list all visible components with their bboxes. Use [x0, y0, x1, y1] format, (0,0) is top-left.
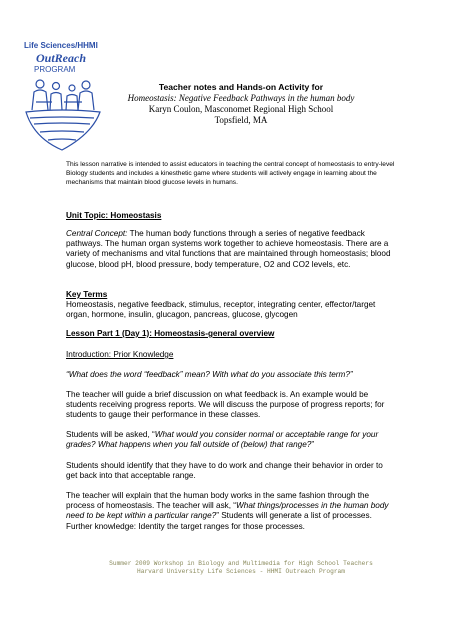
students-asked-paragraph: [66, 430, 396, 450]
feedback-discussion-paragraph: The teacher will guide a brief discussion on what feedback is. An example would be students receiving progress reports. We will discuss the purpose of progress reports; for students to gauge their performance in these classes.: [66, 390, 385, 420]
central-concept-paragraph: [66, 229, 396, 270]
central-concept-label: Central Concept:: [66, 229, 128, 238]
logo-text-line3: PROGRAM: [34, 65, 76, 74]
teacher-explain-lead: The teacher will explain that the human body works in the same fashion through the process of homeostasis. The teacher will ask, “: [66, 491, 370, 511]
lesson-intro-paragraph: This lesson narrative is intended to assist educators in teaching the central concept of homeostasis to entry-level Biology students and includes a kinesthetic game where students will actively engage in learning about the mechanisms that maintain blood glucose levels in humans.: [66, 161, 395, 186]
teacher-explain-paragraph: [66, 491, 396, 532]
lesson-part1-heading: Lesson Part 1 (Day 1): Homeostasis-general overview: [66, 329, 275, 338]
logo-text-line1: Life Sciences/HHMI: [24, 41, 98, 50]
feedback-question: “What does the word “feedback” mean? With what do you associate this term?”: [66, 370, 353, 379]
header-location: Topsfield, MA: [214, 115, 268, 125]
outreach-program-logo: [22, 38, 110, 156]
students-asked-close: ”: [311, 440, 315, 450]
footer-line1: Summer 2009 Workshop in Biology and Multimedia for High School Teachers: [109, 560, 373, 567]
teacher-explain-question: What things/processes in the human body need to be kept within a particular range?: [66, 501, 389, 521]
header-subtitle: Homeostasis: Negative Feedback Pathways in the human body: [127, 93, 355, 103]
header-author: Karyn Coulon, Masconomet Regional High School: [148, 104, 334, 114]
students-asked-lead: Students will be asked, “: [66, 430, 155, 439]
students-asked-question: What would you consider normal or acceptable range for your grades? What happens when you fall outside of (below) that range?: [66, 430, 379, 450]
unit-topic-heading: Unit Topic: Homeostasis: [66, 211, 162, 220]
key-terms-list: Homeostasis, negative feedback, stimulus, receptor, integrating center, effector/target organ, hormone, insulin, glucagon, pancreas, glucose, glycogen: [66, 300, 376, 320]
introduction-prior-knowledge: Introduction: Prior Knowledge: [66, 350, 174, 359]
central-concept-text: The human body functions through a series of negative feedback pathways. The human organ systems work together to achieve homeostasis. There are a variety of mechanisms and vital functions that are maintained through homeostasis; blood glucose, blood pH, blood pressure, body temperature, O2 and CO2 levels, etc.: [66, 229, 391, 269]
people-icon: [32, 80, 94, 110]
logo-graphic: [22, 38, 110, 156]
footer-line2: Harvard University Life Sciences - HHMI Outreach Program: [137, 568, 345, 575]
logo-text-line2: OutReach: [36, 51, 87, 65]
header-title: Teacher notes and Hands-on Activity for: [158, 82, 324, 92]
key-terms-heading: Key Terms: [66, 290, 108, 299]
leaf-swoosh-icon: [26, 110, 100, 150]
students-identify-paragraph: Students should identify that they have to do work and change their behavior in order to get back into that acceptable range.: [66, 461, 383, 481]
teacher-explain-tail: ” Students will generate a list of processes. Further knowledge: Identity the target ranges for those processes.: [66, 511, 372, 531]
